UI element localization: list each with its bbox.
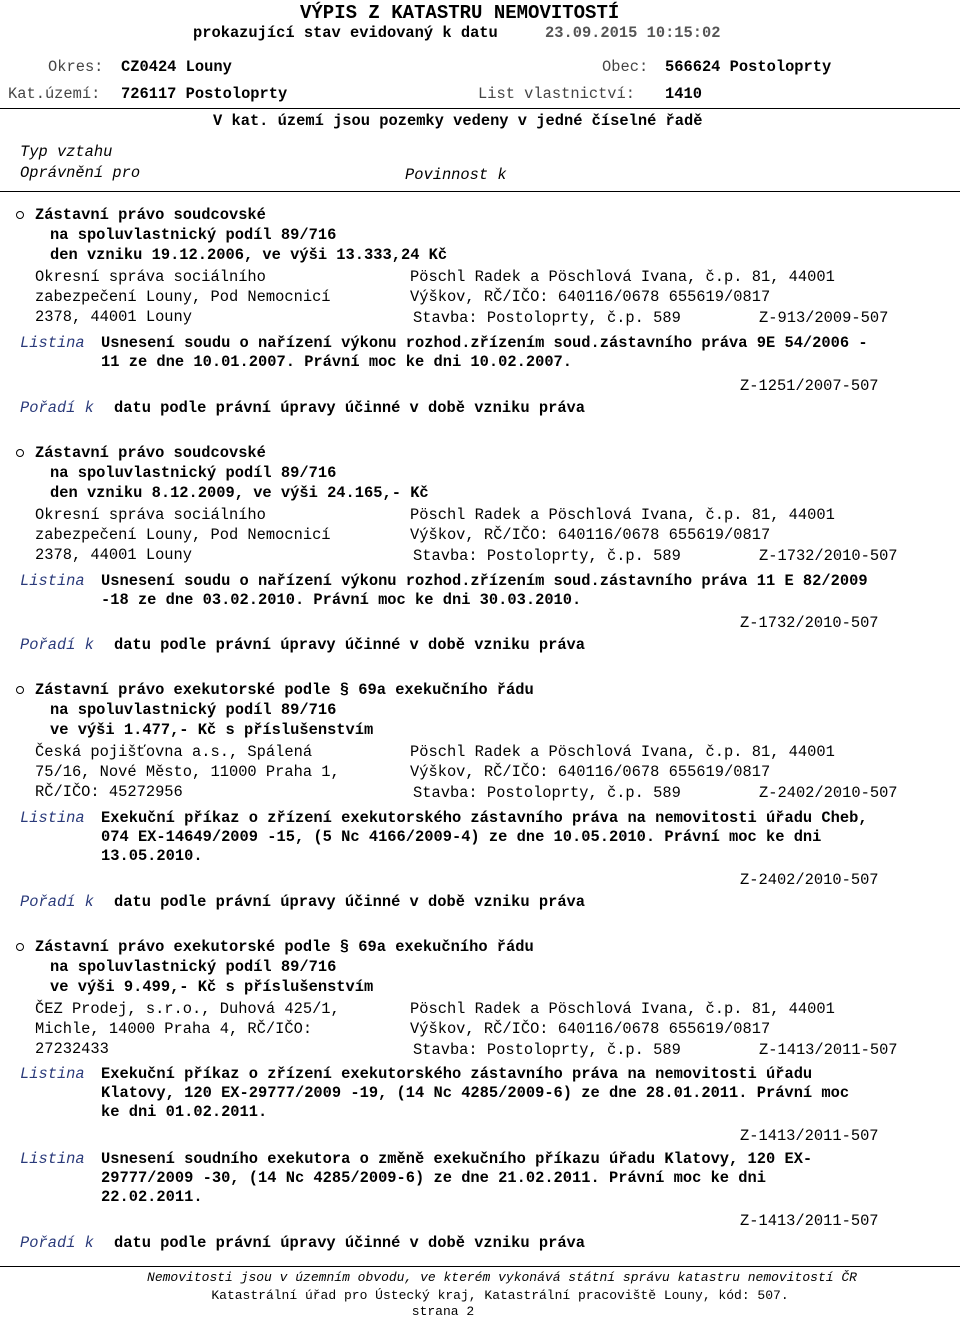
listina-text: ke dni 01.02.2011. — [101, 1103, 268, 1121]
bullet-icon — [16, 211, 24, 219]
debtor-line: Stavba: Postoloprty, č.p. 589 — [413, 547, 681, 565]
listina-z-code: Z-1413/2011-507 — [740, 1212, 879, 1230]
creditor-line: 2378, 44001 Louny — [35, 546, 193, 564]
creditor-line: zabezpečení Louny, Pod Nemocnicí — [35, 526, 331, 544]
poradi-text: datu podle právní úpravy účinné v době vzniku práva — [114, 399, 586, 417]
header-divider — [0, 108, 960, 109]
footer-line-1: Nemovitosti jsou v územním obvodu, ve kterém vykonává státní správu katastru nemovitostí ČR — [147, 1270, 857, 1285]
entry-share: na spoluvlastnický podíl 89/716 — [50, 464, 337, 482]
listina-text: Klatovy, 120 EX-29777/2009 -19, (14 Nc 4285/2009-6) ze dne 28.01.2011. Právní moc — [101, 1084, 850, 1102]
debtor-line: Stavba: Postoloprty, č.p. 589 — [413, 1041, 681, 1059]
z-code: Z-1413/2011-507 — [759, 1041, 898, 1059]
listina-text: -18 ze dne 03.02.2010. Právní moc ke dni 30.03.2010. — [101, 591, 582, 609]
lv-value: 1410 — [665, 85, 702, 103]
entry-share: na spoluvlastnický podíl 89/716 — [50, 226, 337, 244]
listina-text: Usnesení soudu o nařízení výkonu rozhod.zřízením soud.zástavního práva 11 E 82/2009 — [101, 572, 868, 590]
listina-text: Usnesení soudu o nařízení výkonu rozhod.zřízením soud.zástavního práva 9E 54/2006 - — [101, 334, 868, 352]
column-povinnost-k: Povinnost k — [405, 166, 507, 184]
katuzemi-label: Kat.území: — [8, 85, 101, 103]
listina-text: 29777/2009 -30, (14 Nc 4285/2009-6) ze dne 21.02.2011. Právní moc ke dni — [101, 1169, 766, 1187]
creditor-line: Česká pojišťovna a.s., Spálená — [35, 743, 313, 761]
debtor-line: Výškov, RČ/IČO: 640116/0678 655619/0817 — [410, 288, 771, 306]
z-code: Z-913/2009-507 — [759, 309, 889, 327]
debtor-line: Výškov, RČ/IČO: 640116/0678 655619/0817 — [410, 526, 771, 544]
entry-share: na spoluvlastnický podíl 89/716 — [50, 701, 337, 719]
z-code: Z-1732/2010-507 — [759, 547, 898, 565]
listina-label: Listina — [20, 1065, 85, 1083]
listina-text: 11 ze dne 10.01.2007. Právní moc ke dni 10.02.2007. — [101, 353, 573, 371]
poradi-text: datu podle právní úpravy účinné v době vzniku práva — [114, 893, 586, 911]
columns-divider — [0, 191, 960, 192]
column-opravneni-pro: Oprávnění pro — [20, 164, 141, 182]
poradi-label: Pořadí k — [20, 399, 94, 417]
bullet-icon — [16, 686, 24, 694]
listina-text: 074 EX-14649/2009 -15, (5 Nc 4166/2009-4) ze dne 10.05.2010. Právní moc ke dni — [101, 828, 822, 846]
poradi-text: datu podle právní úpravy účinné v době vzniku práva — [114, 636, 586, 654]
listina-label: Listina — [20, 1150, 85, 1168]
creditor-line: 27232433 — [35, 1040, 109, 1058]
column-typ-vztahu: Typ vztahu — [20, 143, 113, 161]
debtor-line: Pöschl Radek a Pöschlová Ivana, č.p. 81, 44001 — [410, 506, 835, 524]
listina-text: 13.05.2010. — [101, 847, 203, 865]
entry-detail: den vzniku 8.12.2009, ve výši 24.165,- Kč — [50, 484, 429, 502]
poradi-label: Pořadí k — [20, 636, 94, 654]
listina-label: Listina — [20, 809, 85, 827]
debtor-line: Výškov, RČ/IČO: 640116/0678 655619/0817 — [410, 1020, 771, 1038]
footer-line-2: Katastrální úřad pro Ústecký kraj, Katastrální pracoviště Louny, kód: 507. — [211, 1288, 789, 1303]
katuzemi-value: 726117 Postoloprty — [121, 85, 288, 103]
subtitle: prokazující stav evidovaný k datu — [193, 24, 498, 42]
entry-detail: ve výši 1.477,- Kč s příslušenstvím — [50, 721, 374, 739]
obec-label: Obec: — [602, 58, 649, 76]
listina-label: Listina — [20, 334, 85, 352]
footer-divider — [0, 1266, 960, 1267]
poradi-text: datu podle právní úpravy účinné v době vzniku práva — [114, 1234, 586, 1252]
debtor-line: Stavba: Postoloprty, č.p. 589 — [413, 309, 681, 327]
poradi-label: Pořadí k — [20, 893, 94, 911]
debtor-line: Pöschl Radek a Pöschlová Ivana, č.p. 81, 44001 — [410, 268, 835, 286]
debtor-line: Stavba: Postoloprty, č.p. 589 — [413, 784, 681, 802]
entry-share: na spoluvlastnický podíl 89/716 — [50, 958, 337, 976]
okres-value: CZ0424 Louny — [121, 58, 232, 76]
creditor-line: 75/16, Nové Město, 11000 Praha 1, — [35, 763, 340, 781]
z-code: Z-2402/2010-507 — [759, 784, 898, 802]
page-title: VÝPIS Z KATASTRU NEMOVITOSTÍ — [300, 2, 620, 24]
numbering-note: V kat. území jsou pozemky vedeny v jedné číselné řadě — [213, 112, 703, 130]
listina-text: Usnesení soudního exekutora o změně exekučního příkazu úřadu Klatovy, 120 EX- — [101, 1150, 813, 1168]
bullet-icon — [16, 449, 24, 457]
creditor-line: ČEZ Prodej, s.r.o., Duhová 425/1, — [35, 1000, 340, 1018]
entry-detail: den vzniku 19.12.2006, ve výši 13.333,24 Kč — [50, 246, 448, 264]
bullet-icon — [16, 943, 24, 951]
creditor-line: RČ/IČO: 45272956 — [35, 783, 183, 801]
listina-z-code: Z-2402/2010-507 — [740, 871, 879, 889]
entry-detail: ve výši 9.499,- Kč s příslušenstvím — [50, 978, 374, 996]
entry-title: Zástavní právo soudcovské — [35, 444, 266, 462]
debtor-line: Výškov, RČ/IČO: 640116/0678 655619/0817 — [410, 763, 771, 781]
obec-value: 566624 Postoloprty — [665, 58, 832, 76]
listina-label: Listina — [20, 572, 85, 590]
okres-label: Okres: — [48, 58, 104, 76]
creditor-line: Okresní správa sociálního — [35, 268, 266, 286]
listina-text: 22.02.2011. — [101, 1188, 203, 1206]
entry-title: Zástavní právo exekutorské podle § 69a exekučního řádu — [35, 681, 534, 699]
listina-z-code: Z-1732/2010-507 — [740, 614, 879, 632]
entry-title: Zástavní právo exekutorské podle § 69a exekučního řádu — [35, 938, 534, 956]
poradi-label: Pořadí k — [20, 1234, 94, 1252]
debtor-line: Pöschl Radek a Pöschlová Ivana, č.p. 81, 44001 — [410, 743, 835, 761]
listina-text: Exekuční příkaz o zřízení exekutorského zástavního práva na nemovitosti úřadu — [101, 1065, 813, 1083]
listina-z-code: Z-1251/2007-507 — [740, 377, 879, 395]
debtor-line: Pöschl Radek a Pöschlová Ivana, č.p. 81, 44001 — [410, 1000, 835, 1018]
lv-label: List vlastnictví: — [478, 85, 636, 103]
listina-z-code: Z-1413/2011-507 — [740, 1127, 879, 1145]
creditor-line: Okresní správa sociálního — [35, 506, 266, 524]
creditor-line: Michle, 14000 Praha 4, RČ/IČO: — [35, 1020, 313, 1038]
page-number: strana 2 — [411, 1304, 475, 1319]
creditor-line: zabezpečení Louny, Pod Nemocnicí — [35, 288, 331, 306]
entry-title: Zástavní právo soudcovské — [35, 206, 266, 224]
listina-text: Exekuční příkaz o zřízení exekutorského zástavního práva na nemovitosti úřadu Cheb, — [101, 809, 868, 827]
creditor-line: 2378, 44001 Louny — [35, 308, 193, 326]
extract-datetime: 23.09.2015 10:15:02 — [545, 24, 721, 42]
